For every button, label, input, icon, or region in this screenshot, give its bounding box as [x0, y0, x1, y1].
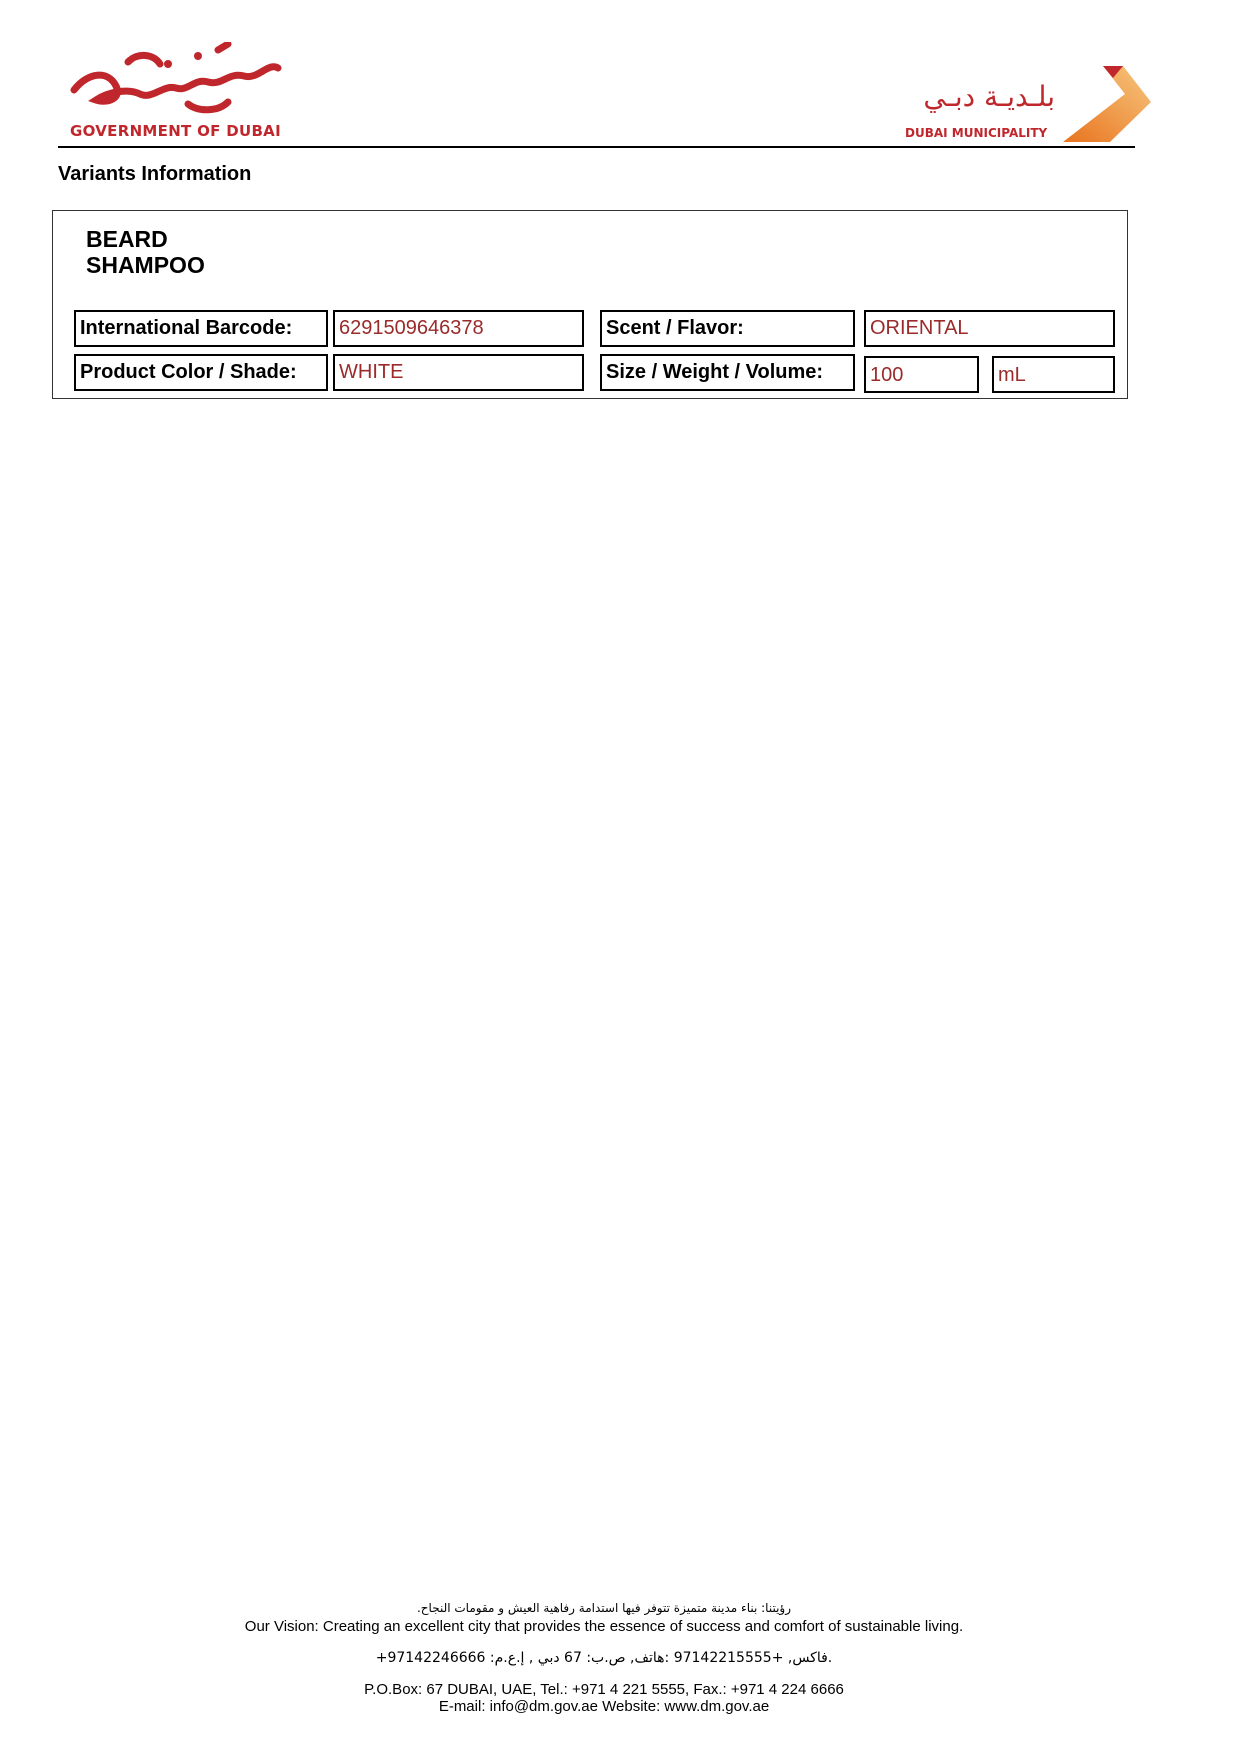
footer-contact-arabic: +97142246666 :فاكس, +97142215555 :هاتف, ص.ب: 67 دبي , إ.ع.م. — [375, 1650, 833, 1666]
color-label: Product Color / Shade: — [74, 354, 328, 391]
dm-arrow-icon — [1055, 64, 1155, 144]
section-title: Variants Information — [58, 163, 252, 185]
gov-logo-english-text: GOVERNMENT OF DUBAI — [70, 122, 281, 140]
footer-vision-arabic: رؤيتنا: بناء مدينة متميزة تتوفر فيها استدامة رفاهية العيش و مقومات النجاح. — [416, 1601, 791, 1615]
size-label: Size / Weight / Volume: — [600, 354, 855, 391]
product-name-line2: SHAMPOO — [86, 252, 205, 278]
scent-field[interactable]: ORIENTAL — [864, 310, 1115, 347]
barcode-label: International Barcode: — [74, 310, 328, 347]
government-of-dubai-logo — [68, 42, 284, 142]
scent-label: Scent / Flavor: — [600, 310, 855, 347]
dm-logo-english-text: DUBAI MUNICIPALITY — [905, 126, 1048, 140]
footer-email-website: E-mail: info@dm.gov.ae Website: www.dm.gov.ae — [438, 1698, 770, 1715]
barcode-field[interactable]: 6291509646378 — [333, 310, 584, 347]
dubai-municipality-logo — [900, 60, 1160, 145]
footer-address: P.O.Box: 67 DUBAI, UAE, Tel.: +971 4 221 5555, Fax.: +971 4 224 6666 — [364, 1681, 844, 1698]
color-field[interactable]: WHITE — [333, 354, 584, 391]
size-value-field[interactable]: 100 — [864, 356, 979, 393]
product-name — [86, 226, 246, 278]
size-unit-field[interactable]: mL — [992, 356, 1115, 393]
gov-arabic-calligraphy — [68, 42, 284, 114]
header-divider — [58, 146, 1135, 148]
footer-vision-english: Our Vision: Creating an excellent city that provides the essence of success and comfort of sustainable living. — [244, 1618, 964, 1635]
dm-arabic-text: بلـديـة دبـي — [923, 80, 1055, 113]
product-name-line1: BEARD — [86, 226, 168, 252]
